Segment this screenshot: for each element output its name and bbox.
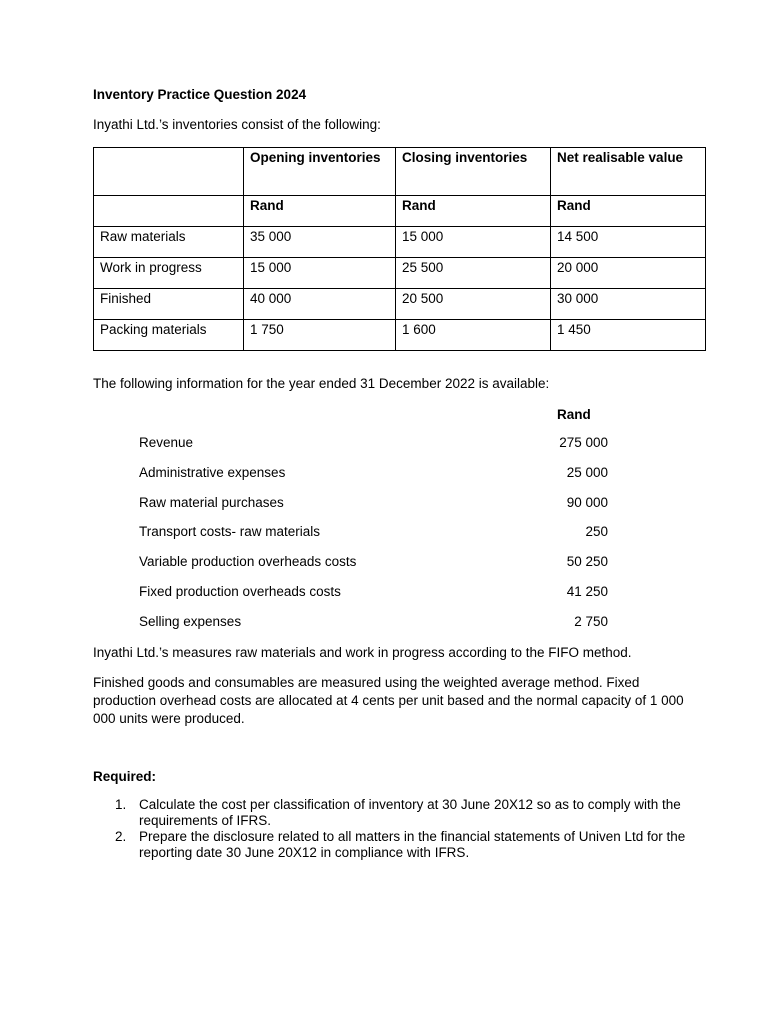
- unit-cell: Rand: [396, 196, 551, 227]
- inventory-table: [93, 147, 706, 351]
- cell-opening: 1 750: [244, 320, 396, 351]
- list-item: [93, 829, 693, 861]
- item-number: 1.: [115, 797, 127, 812]
- item-amount: 25 000: [566, 464, 608, 480]
- cell-closing: 25 500: [396, 258, 551, 289]
- item-label: Transport costs- raw materials: [139, 524, 321, 540]
- header-cell-closing: Closing inventories: [396, 148, 551, 196]
- item-label: Administrative expenses: [139, 464, 286, 480]
- cell-nrv: 14 500: [551, 227, 706, 258]
- header-cell: [94, 148, 244, 196]
- table-row: [94, 320, 706, 351]
- item-amount: 41 250: [566, 583, 608, 599]
- document-title: Inventory Practice Question 2024: [93, 87, 307, 102]
- list-item: [93, 797, 693, 829]
- item-amount: 90 000: [566, 494, 608, 510]
- unit-cell: Rand: [551, 196, 706, 227]
- cell-nrv: 30 000: [551, 289, 706, 320]
- item-number: 2.: [115, 829, 127, 844]
- item-text: Prepare the disclosure related to all matters in the financial statements of Univen Ltd for the reporting date 30 June 20X12 in compliance with IFRS.: [139, 829, 686, 860]
- list-item: [139, 458, 609, 488]
- item-label: Raw material purchases: [139, 494, 284, 510]
- table-unit-row: [94, 196, 706, 227]
- row-label: Work in progress: [94, 258, 244, 289]
- item-amount: 2 750: [574, 613, 608, 629]
- cell-closing: 15 000: [396, 227, 551, 258]
- table-row: [94, 227, 706, 258]
- table-header-row: [94, 148, 706, 196]
- cell-nrv: 20 000: [551, 258, 706, 289]
- row-label: Raw materials: [94, 227, 244, 258]
- cell-opening: 35 000: [244, 227, 396, 258]
- info-intro-text: The following information for the year ended 31 December 2022 is available:: [93, 376, 550, 391]
- list-item: [139, 517, 609, 547]
- header-cell-nrv: Net realisable value: [551, 148, 706, 196]
- item-label: Selling expenses: [139, 613, 242, 629]
- item-label: Fixed production overheads costs: [139, 583, 341, 599]
- header-cell-opening: Opening inventories: [244, 148, 396, 196]
- cell-opening: 40 000: [244, 289, 396, 320]
- item-label: Variable production overheads costs: [139, 554, 357, 570]
- weighted-average-paragraph: Finished goods and consumables are measured using the weighted average method. Fixed production overhead costs are allocated at 4 cents per unit based and the normal capacity of 1 000 000 units were produced.: [93, 675, 684, 726]
- cell-closing: 1 600: [396, 320, 551, 351]
- list-item: [139, 547, 609, 577]
- required-heading: Required:: [93, 769, 157, 784]
- list-item: [139, 607, 609, 637]
- item-amount: 275 000: [559, 435, 608, 450]
- list-item: [139, 428, 609, 458]
- table-row: [94, 289, 706, 320]
- cell-nrv: 1 450: [551, 320, 706, 351]
- item-text: Calculate the cost per classification of inventory at 30 June 20X12 so as to comply with the requirements of IFRS.: [139, 797, 681, 828]
- required-list: [93, 797, 693, 861]
- unit-cell: [94, 196, 244, 227]
- cell-closing: 20 500: [396, 289, 551, 320]
- list-item: [139, 577, 609, 607]
- row-label: Finished: [94, 289, 244, 320]
- item-amount: 50 250: [566, 554, 608, 570]
- item-amount: 250: [585, 524, 608, 540]
- intro-text: Inyathi Ltd.’s inventories consist of the following:: [93, 117, 381, 132]
- cell-opening: 15 000: [244, 258, 396, 289]
- row-label: Packing materials: [94, 320, 244, 351]
- table-row: [94, 258, 706, 289]
- info-unit-heading: Rand: [557, 407, 591, 422]
- unit-cell: Rand: [244, 196, 396, 227]
- fifo-paragraph: Inyathi Ltd.’s measures raw materials and work in progress according to the FIFO method.: [93, 645, 632, 660]
- info-items-list: [139, 428, 609, 637]
- list-item: [139, 488, 609, 518]
- item-label: Revenue: [139, 435, 194, 450]
